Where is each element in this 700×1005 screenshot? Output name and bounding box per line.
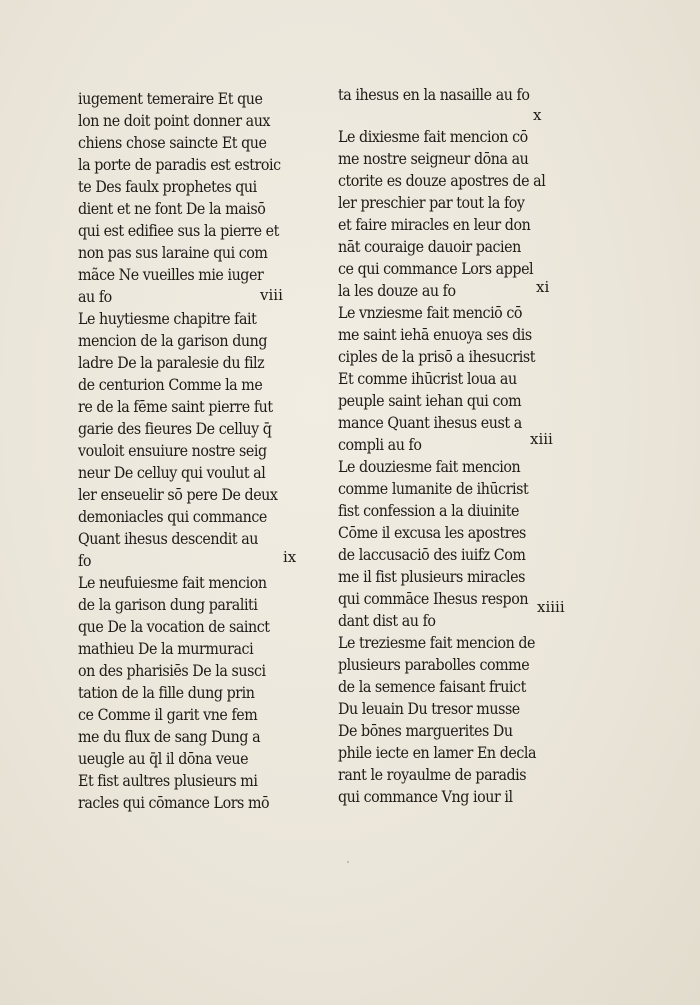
text-line: au fo — [78, 288, 112, 306]
text-line: mencion de la garison dung — [78, 332, 267, 350]
text-line: non pas sus laraine qui com — [78, 244, 268, 262]
text-line: vouloit ensuiure nostre seig — [78, 442, 267, 460]
text-line: mãce Ne vueilles mie iuger — [78, 266, 264, 284]
text-line: phile iecte en lamer En decla — [338, 744, 537, 762]
text-line: et faire miracles en leur don — [338, 216, 531, 234]
text-line: mathieu De la murmuraci — [78, 640, 254, 658]
text-line: ler preschier par tout la foy — [338, 194, 525, 212]
text-line: me il fist plusieurs miracles — [338, 568, 525, 586]
text-line: que De la vocation de sainct — [78, 618, 270, 636]
text-line: fo — [78, 552, 91, 570]
text-line: de la semence faisant fruict — [338, 678, 526, 696]
text-line: comme lumanite de ihūcrist — [338, 480, 529, 498]
text-line: ce qui commance Lors appel — [338, 260, 534, 278]
text-line: plusieurs parabolles comme — [338, 656, 530, 674]
text-line: iugement temeraire Et que — [78, 90, 263, 108]
text-line: ce Comme il garit vne fem — [78, 706, 258, 724]
paper-speck — [521, 637, 523, 639]
text-line: de laccusaciō des iuifz Com — [338, 546, 526, 564]
text-line: dient et ne font De la maisō — [78, 200, 266, 218]
text-line: Quant ihesus descendit au — [78, 530, 259, 548]
text-line: ueugle au q̄l il dōna veue — [78, 750, 249, 768]
folio-mark: viii — [260, 286, 283, 304]
text-line: me saint iehā enuoya ses dis — [338, 326, 532, 344]
text-line: ta ihesus en la nasaille au fo — [338, 86, 530, 104]
text-line: racles qui cōmance Lors mō — [78, 794, 270, 812]
text-line: Le huytiesme chapitre fait — [78, 310, 257, 328]
text-line: ciples de la prisō a ihesucrist — [338, 348, 536, 366]
text-line: tation de la fille dung prin — [78, 684, 255, 702]
text-line: qui commance Vng iour il — [338, 788, 513, 806]
text-line: chiens chose saincte Et que — [78, 134, 267, 152]
text-line: re de la fēme saint pierre fut — [78, 398, 273, 416]
folio-mark: xiii — [530, 430, 553, 448]
text-line: fist confession a la diuinite — [338, 502, 520, 520]
paper-speck — [347, 861, 349, 863]
folio-mark: xiiii — [537, 598, 565, 616]
text-line: demoniacles qui commance — [78, 508, 267, 526]
text-line: Le douziesme fait mencion — [338, 458, 521, 476]
folio-mark: x — [533, 106, 542, 124]
text-line: De bōnes marguerites Du — [338, 722, 513, 740]
text-line: Et comme ihūcrist loua au — [338, 370, 517, 388]
folio-mark: xi — [536, 278, 550, 296]
text-line: Le vnziesme fait menciō cō — [338, 304, 523, 322]
text-line: te Des faulx prophetes qui — [78, 178, 257, 196]
text-line: Et fist aultres plusieurs mi — [78, 772, 258, 790]
text-line: qui commāce Ihesus respon — [338, 590, 529, 608]
text-line: ler enseuelir sō pere De deux — [78, 486, 278, 504]
text-line: garie des fieures De celluy q̄ — [78, 420, 272, 438]
text-line: Le dixiesme fait mencion cō — [338, 128, 528, 146]
text-line: qui est edifiee sus la pierre et — [78, 222, 279, 240]
text-line: Du leuain Du tresor musse — [338, 700, 520, 718]
text-line: dant dist au fo — [338, 612, 436, 630]
text-line: compli au fo — [338, 436, 422, 454]
text-line: ctorite es douze apostres de al — [338, 172, 546, 190]
text-line: me du flux de sang Dung a — [78, 728, 261, 746]
text-line: Le treziesme fait mencion de — [338, 634, 536, 652]
text-line: de centurion Comme la me — [78, 376, 263, 394]
text-line: neur De celluy qui voulut al — [78, 464, 266, 482]
text-line: la les douze au fo — [338, 282, 456, 300]
text-line: Cōme il excusa les apostres — [338, 524, 526, 542]
text-line: on des pharisiēs De la susci — [78, 662, 266, 680]
text-line: de la garison dung paraliti — [78, 596, 258, 614]
text-line: mance Quant ihesus eust a — [338, 414, 522, 432]
text-line: la porte de paradis est estroic — [78, 156, 281, 174]
folio-mark: ix — [283, 548, 297, 566]
text-line: peuple saint iehan qui com — [338, 392, 522, 410]
text-line: nāt couraige dauoir pacien — [338, 238, 521, 256]
text-line: Le neufuiesme fait mencion — [78, 574, 267, 592]
text-line: lon ne doit point donner aux — [78, 112, 271, 130]
text-line: ladre De la paralesie du filz — [78, 354, 265, 372]
text-line: me nostre seigneur dōna au — [338, 150, 529, 168]
text-line: rant le royaulme de paradis — [338, 766, 527, 784]
